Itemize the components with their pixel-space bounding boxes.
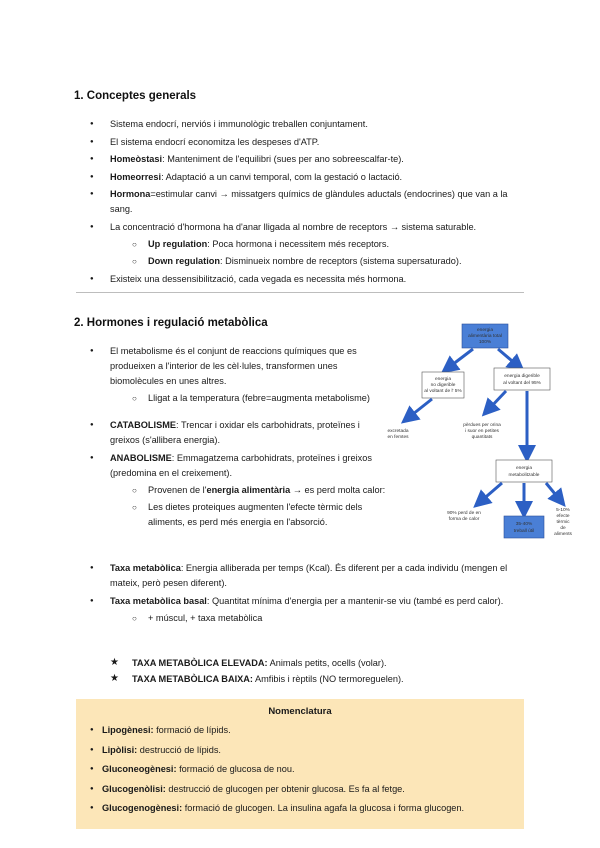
non-digestible-label-3: al voltant de l' 5% xyxy=(424,389,462,394)
list-item: ● Taxa metabòlica basal: Quantitat mínima d'energia per a mantenir-se viu (també es perd calor). ○ + múscul, + taxa metabòlica xyxy=(90,594,530,626)
digestible-box xyxy=(494,368,550,390)
section-2-title: 2. Hormones i regulació metabòlica xyxy=(74,317,268,329)
sub-list xyxy=(110,611,530,626)
feces-label-1: excretada xyxy=(387,429,409,434)
list-item: ● El metabolisme és el conjunt de reaccions químiques que es produeixen a l'interior de les cèl·lules, transformen unes biomolècules en unes altres. ○ Lligat a la temperatura (febre=augmenta metabolisme) xyxy=(90,344,386,406)
arrow xyxy=(448,349,473,368)
urine-label-3: quantitats xyxy=(471,435,493,440)
total-energy-label-1: energia xyxy=(476,328,494,333)
sub-list-item: ○ Down regulation: Disminueix nombre de receptors (sistema supersaturado). xyxy=(132,254,530,269)
useful-work-box xyxy=(504,516,544,538)
arrow xyxy=(488,391,506,410)
arrow xyxy=(480,483,502,502)
nomenclature-list xyxy=(90,723,524,816)
heat-label-2: forma de calor xyxy=(448,517,480,522)
sub-list-item: ○ Up regulation: Poca hormona i necessitem més receptors. xyxy=(132,237,530,252)
non-digestible-label-2: no digerible xyxy=(430,383,456,388)
digestible-label-1: energia digerible xyxy=(504,374,540,379)
list-item: ● CATABOLISME: Trencar i oxidar els carbohidrats, proteïnes i greixos (s'allibera energia). xyxy=(90,418,386,448)
useful-work-label-1: 35-40% xyxy=(515,522,533,527)
list-item: ● Lipòlisi: destrucció de lípids. xyxy=(90,743,524,758)
list-item: ● La concentració d'hormona ha d'anar lligada al nombre de receptors → sistema saturable. ○ Up regulation: Poca hormona i necessitem més receptors. ○ Down regulation: Disminueix nombre de receptors (sistema supersaturado). xyxy=(90,220,530,270)
energy-flow-diagram xyxy=(378,318,578,550)
thermic-label-4: de xyxy=(560,526,566,531)
sub-list xyxy=(110,483,386,531)
arrow xyxy=(546,483,560,500)
thermic-label-2: efecte xyxy=(556,514,570,519)
thermic-label-5: aliments xyxy=(554,532,572,537)
star-list xyxy=(110,655,404,687)
sub-list-item: ○ Les dietes proteiques augmenten l'efecte tèrmic dels aliments, es perd més energia en l'absorció. xyxy=(132,500,386,530)
metabolizable-box xyxy=(496,460,552,482)
section-divider xyxy=(76,292,524,293)
section-1-list xyxy=(90,117,530,289)
sub-list-item: ○ Lligat a la temperatura (febre=augmenta metabolisme) xyxy=(132,391,386,406)
arrow xyxy=(498,349,518,366)
list-item: ● Lipogènesi: formació de lípids. xyxy=(90,723,524,738)
feces-label-2: en femtes xyxy=(387,435,409,440)
urine-label-1: pèrdues per orina xyxy=(463,423,501,428)
section-2-list-a xyxy=(90,344,386,533)
section-2-list-b xyxy=(90,561,530,628)
list-item: ● El sistema endocrí economitza les despeses d'ATP. xyxy=(90,135,530,150)
star-item: ★ TAXA METABÒLICA ELEVADA: Animals petits, ocells (volar). xyxy=(110,655,404,671)
list-item: ● Homeòstasi: Manteniment de l'equilibri (sues per ano sobreescalfar-te). xyxy=(90,152,530,167)
heat-label-1: 90% perd de en xyxy=(447,511,481,516)
nomenclature-title: Nomenclatura xyxy=(268,706,332,717)
section-1-title: 1. Conceptes generals xyxy=(74,90,197,102)
sub-list-item: ○ Provenen de l'energia alimentària → es perd molta calor: xyxy=(132,483,386,498)
list-item: ● Glucogenogènesi: formació de glucogen. La insulina agafa la glucosa i forma glucogen. xyxy=(90,801,524,816)
list-item: ● Existeix una dessensibilització, cada vegada es necessita més hormona. xyxy=(90,272,530,287)
list-item: ● Hormona=estimular canvi → missatgers químics de glàndules aductals (endocrines) que van a la sang. xyxy=(90,187,530,217)
thermic-label-1: 5-10% xyxy=(556,508,570,513)
list-item: ● Homeorresi: Adaptació a un canvi temporal, com la gestació o lactació. xyxy=(90,170,530,185)
useful-work-label-2: treball útil xyxy=(513,529,535,534)
star-item: ★ TAXA METABÒLICA BAIXA: Amfibis i rèptils (NO termoreguelen). xyxy=(110,671,404,687)
urine-label-2: i suor en petites xyxy=(465,429,499,434)
arrow xyxy=(408,399,432,418)
non-digestible-label-1: energia xyxy=(434,377,452,382)
list-item: ● Taxa metabòlica: Energia alliberada per temps (Kcal). És diferent per a cada individu (mengen el mateix, però pesen diferent). xyxy=(90,561,530,591)
metabolizable-label-1: energia xyxy=(515,466,533,471)
nomenclature-box xyxy=(76,699,524,829)
metabolizable-label-2: metabolitzable xyxy=(508,473,540,478)
list-item: ● Sistema endocrí, nerviós i immunològic treballen conjuntament. xyxy=(90,117,530,132)
thermic-label-3: tèrmic xyxy=(556,520,570,525)
list-item: ● Glucogenòlisi: destrucció de glucogen per obtenir glucosa. Es fa al fetge. xyxy=(90,782,524,797)
list-item: ● ANABOLISME: Emmagatzema carbohidrats, proteïnes i greixos (predomina en el creixement). ○ Provenen de l'energia alimentària → es perd molta calor: ○ Les dietes proteiques augmenten l'efecte tèrmic dels aliments, es perd més energia en l'absorció. xyxy=(90,451,386,531)
sub-list-item: ○ + múscul, + taxa metabòlica xyxy=(132,611,530,626)
sub-list xyxy=(110,391,386,406)
digestible-label-2: al voltant del 95% xyxy=(503,381,541,386)
sub-list xyxy=(110,237,530,270)
total-energy-label-3: 100% xyxy=(478,340,492,345)
total-energy-label-2: alimentària total xyxy=(468,334,502,339)
list-item: ● Gluconeogènesi: formació de glucosa de nou. xyxy=(90,762,524,777)
